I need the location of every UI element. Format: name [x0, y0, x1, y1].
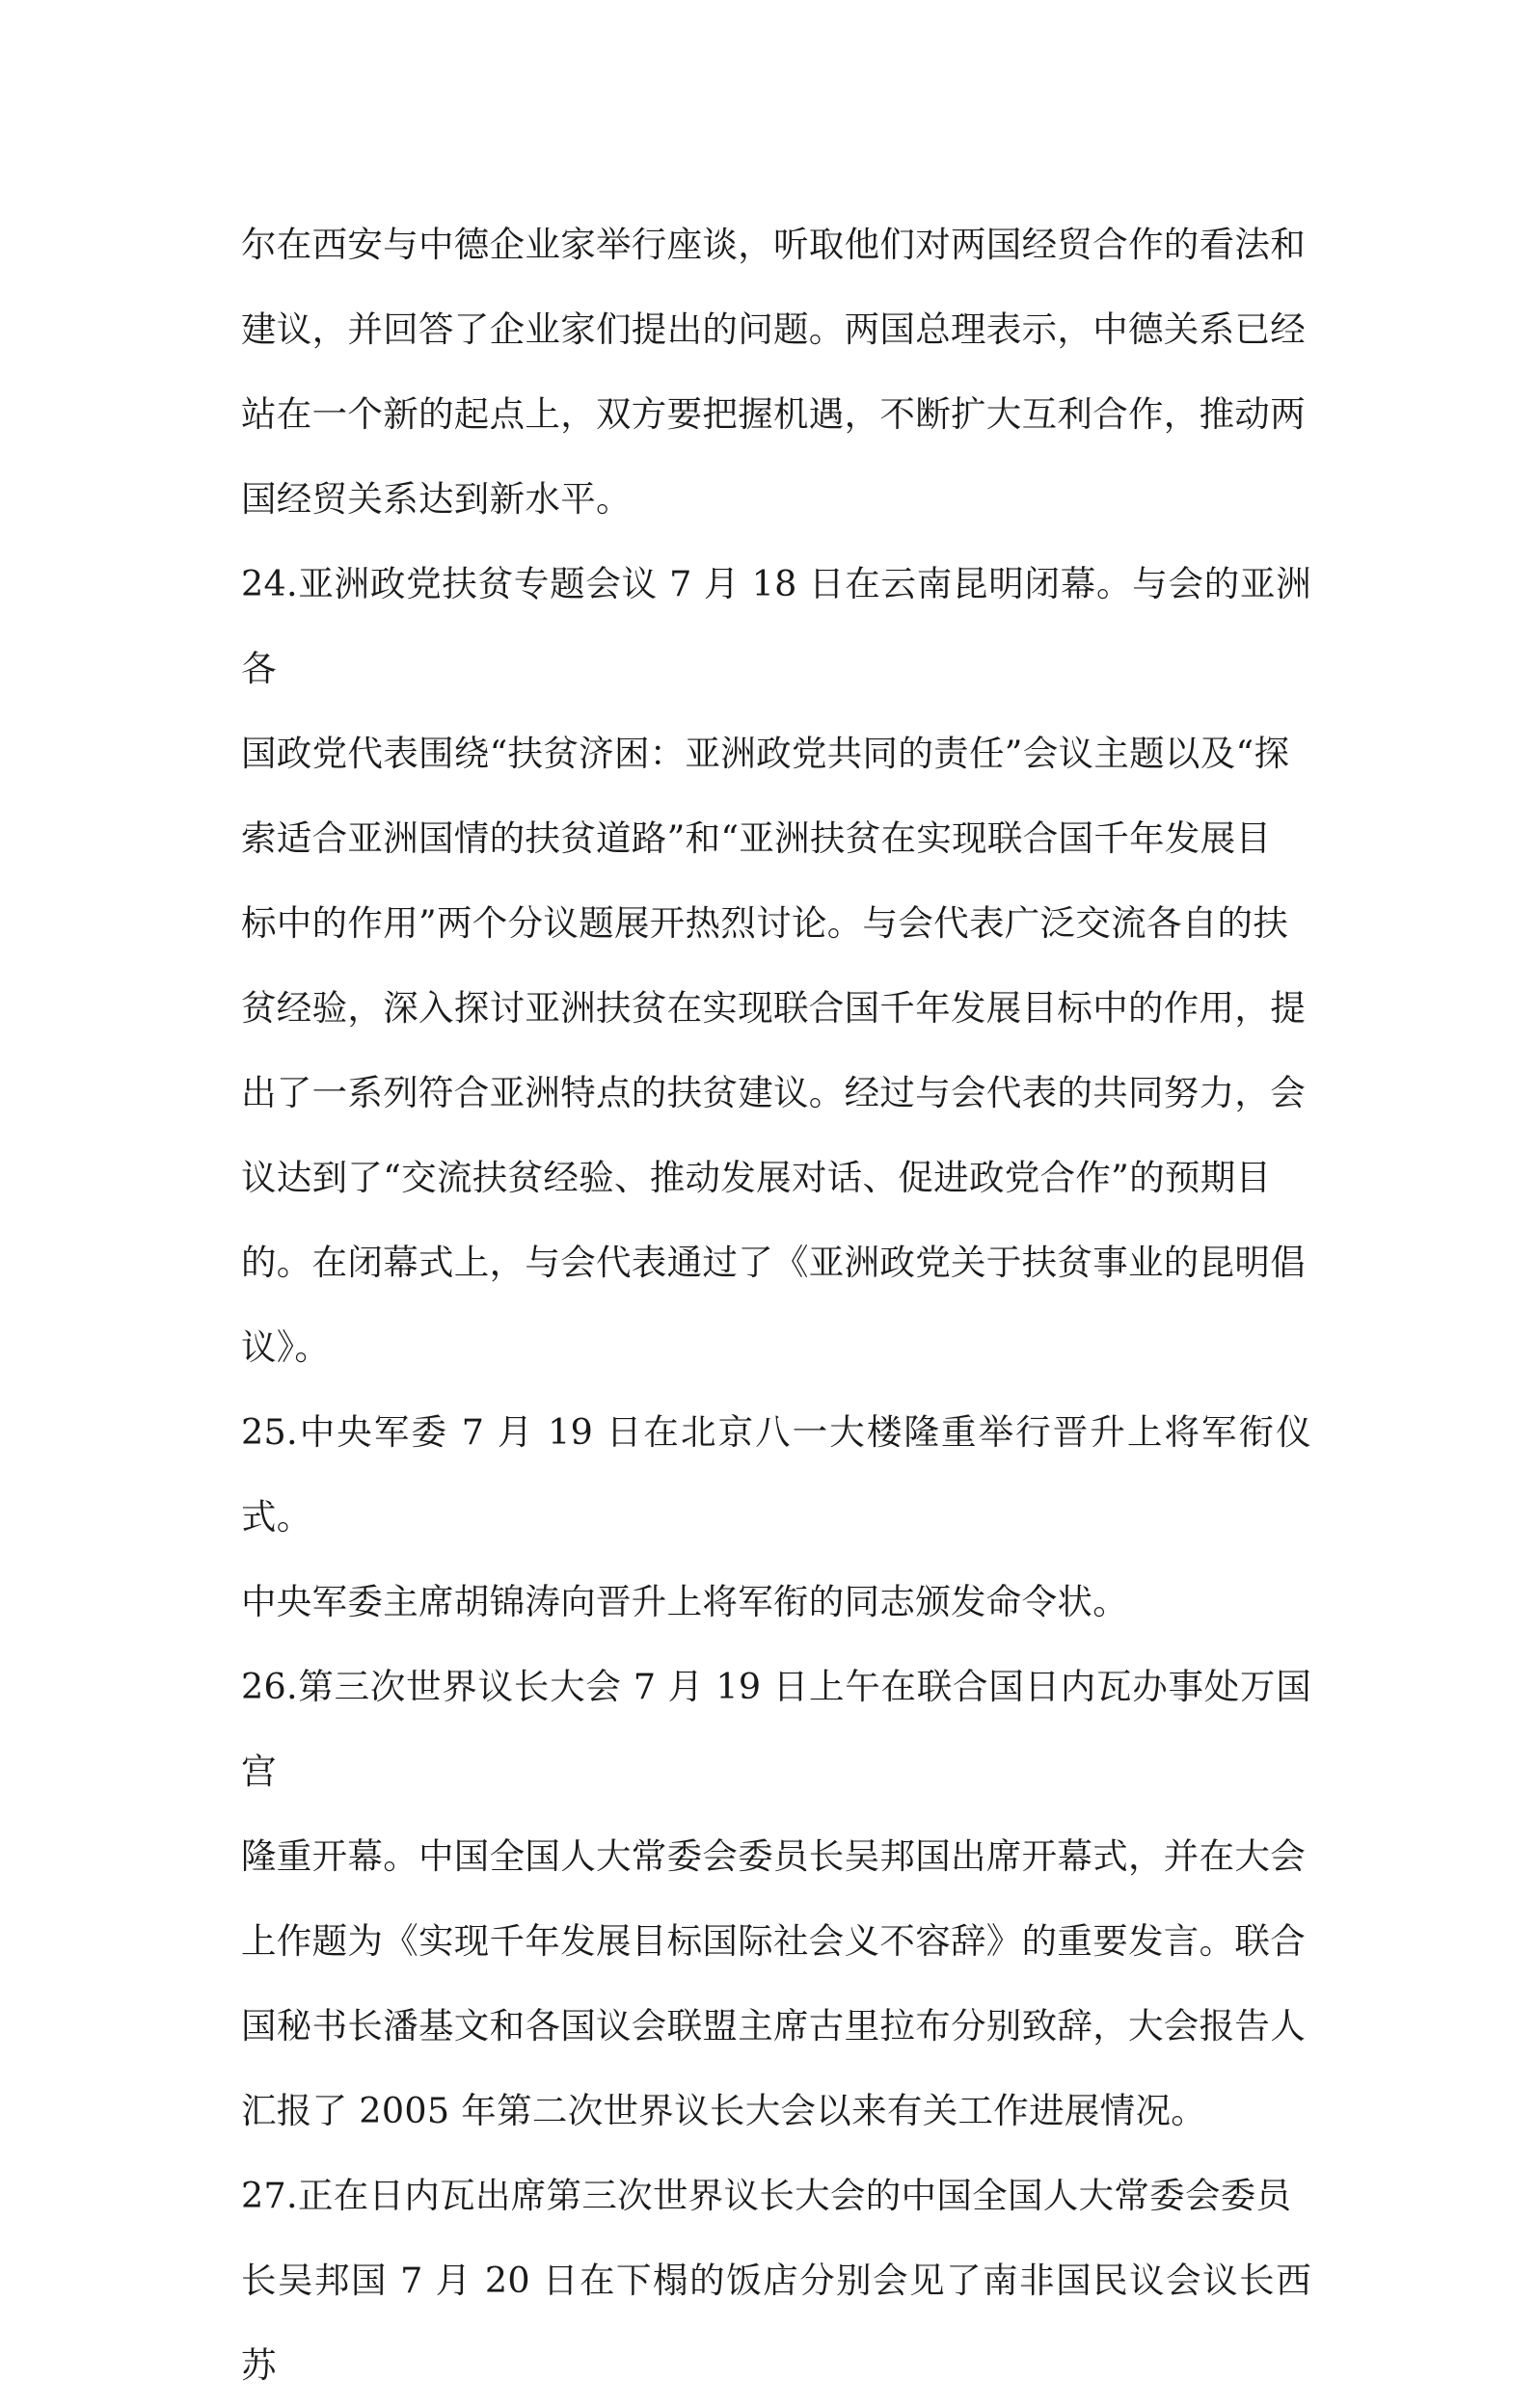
paragraph-item-24: 24.亚洲政党扶贫专题会议 7 月 18 日在云南昆明闭幕。与会的亚洲各 国政党代表围绕“扶贫济困：亚洲政党共同的责任”会议主题以及“探 索适合亚洲国情的扶贫道路”和“亚洲扶贫在实现联合国千年发展目 标中的作用”两个分议题展开热烈讨论。与会代表广泛交流各自的扶 贫经验，深入探讨亚洲扶贫在实现联合国千年发展目标中的作用，提 出了一系列符合亚洲特点的扶贫建议。经过与会代表的共同努力，会 议达到了“交流扶贫经验、推动发展对话、促进政党合作”的预期目 的。在闭幕式上，与会代表通过了《亚洲政党关于扶贫事业的昆明倡 议》。: [241, 563, 1311, 1368]
paragraph-item-25: 25.中央军委 7 月 19 日在北京八一大楼隆重举行晋升上将军衔仪式。 中央军委主席胡锦涛向晋升上将军衔的同志颁发命令状。: [241, 1411, 1311, 1622]
paragraph-continuation: 尔在西安与中德企业家举行座谈，听取他们对两国经贸合作的看法和 建议，并回答了企业家们提出的问题。两国总理表示，中德关系已经 站在一个新的起点上，双方要把握机遇，不断扩大互利合作，推动两 国经贸关系达到新水平。: [241, 224, 1306, 520]
paragraph-item-27: 27.正在日内瓦出席第三次世界议长大会的中国全国人大常委会委员 长吴邦国 7 月 20 日在下榻的饭店分别会见了南非国民议会议长西苏: [241, 2175, 1311, 2386]
paragraph-item-26: 26.第三次世界议长大会 7 月 19 日上午在联合国日内瓦办事处万国宫 隆重开幕。中国全国人大常委会委员长吴邦国出席开幕式，并在大会 上作题为《实现千年发展目标国际社会义不容辞》的重要发言。联合 国秘书长潘基文和各国议会联盟主席古里拉布分别致辞，大会报告人 汇报了 2005 年第二次世界议长大会以来有关工作进展情况。: [241, 1666, 1311, 2131]
document-body: [241, 202, 1311, 2408]
